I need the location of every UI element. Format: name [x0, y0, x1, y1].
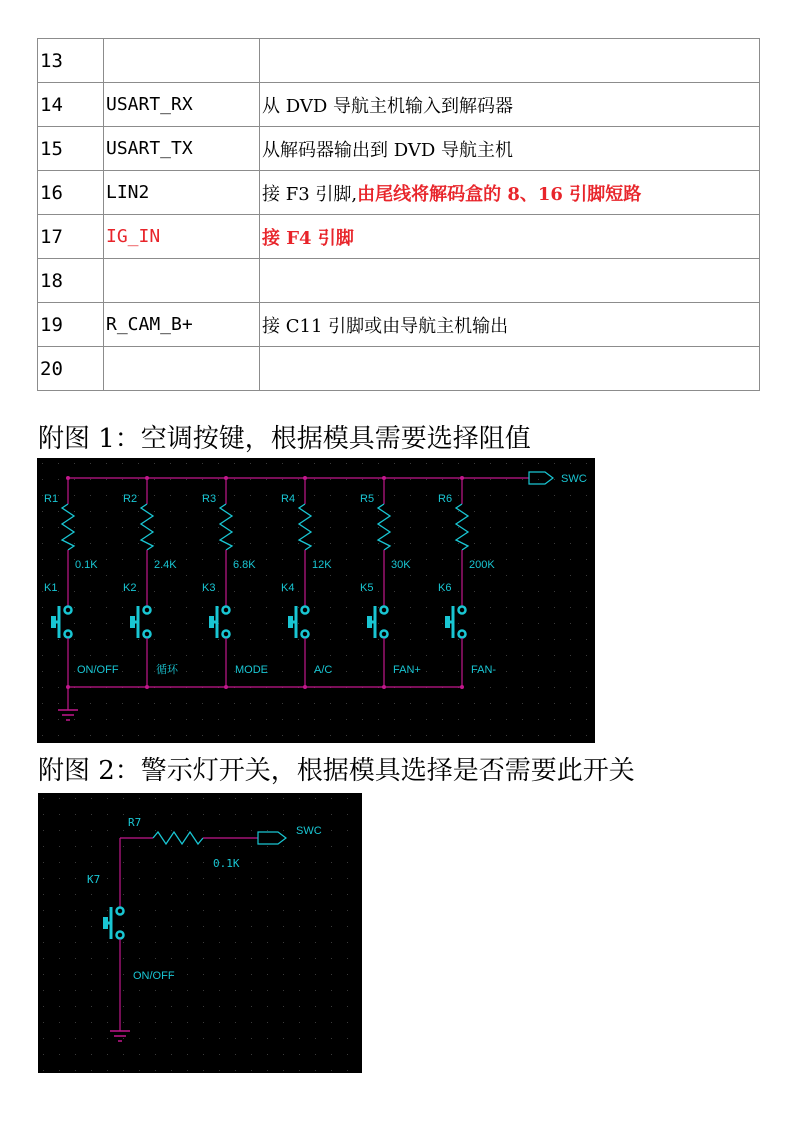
- signal-name: USART_TX: [104, 127, 260, 171]
- resistor-value: 0.1K: [75, 559, 98, 571]
- resistor-value: 200K: [469, 559, 495, 571]
- resistor-value: 12K: [312, 559, 332, 571]
- resistor-label: R1: [44, 493, 59, 505]
- switch-label: K3: [202, 582, 216, 594]
- switch-actuator: [51, 616, 56, 628]
- pin-number: 15: [38, 127, 104, 171]
- switch-contact: [223, 631, 230, 638]
- table-row: [38, 83, 760, 127]
- table-row: [38, 171, 760, 215]
- pin-description: 从 DVD 导航主机输入到解码器: [260, 83, 760, 127]
- switch-function-label: FAN+: [393, 664, 421, 676]
- resistor-label: R3: [202, 493, 217, 505]
- signal-name: LIN2: [104, 171, 260, 215]
- pin-description: [260, 259, 760, 303]
- switch-label: K7: [87, 873, 101, 886]
- figure1-schematic: [37, 458, 595, 743]
- resistor-value: 0.1K: [213, 857, 240, 870]
- switch-contact: [381, 631, 388, 638]
- switch-contact: [144, 607, 151, 614]
- switch-actuator: [209, 616, 214, 628]
- switch-actuator: [445, 616, 450, 628]
- pin-description: 从解码器输出到 DVD 导航主机: [260, 127, 760, 171]
- switch-contact: [117, 908, 124, 915]
- switch-contact: [302, 631, 309, 638]
- pin-number: 16: [38, 171, 104, 215]
- pin-description: 接 F4 引脚: [260, 215, 760, 259]
- switch-contact: [144, 631, 151, 638]
- switch-contact: [459, 631, 466, 638]
- pin-table: [37, 38, 760, 391]
- resistor-label: R7: [128, 816, 142, 829]
- resistor-icon: [220, 504, 232, 550]
- switch-function-label: MODE: [235, 664, 268, 676]
- table-row: [38, 259, 760, 303]
- signal-name: [104, 39, 260, 83]
- switch-function-label: A/C: [314, 664, 333, 676]
- resistor-label: R6: [438, 493, 453, 505]
- resistor-icon: [153, 832, 203, 844]
- switch-contact: [223, 607, 230, 614]
- switch-contact: [302, 607, 309, 614]
- switch-function-label: FAN-: [471, 664, 497, 676]
- table-row: [38, 303, 760, 347]
- swc-label: SWC: [296, 825, 322, 837]
- signal-name: R_CAM_B+: [104, 303, 260, 347]
- switch-contact: [65, 631, 72, 638]
- resistor-icon: [141, 504, 153, 550]
- resistor-value: 30K: [391, 559, 411, 571]
- desc-part-highlight: 由尾线将解码盒的 8、16 引脚短路: [357, 183, 642, 205]
- pin-number: 20: [38, 347, 104, 391]
- pin-number: 19: [38, 303, 104, 347]
- switch-contact: [459, 607, 466, 614]
- switch-function-label: ON/OFF: [77, 664, 119, 676]
- switch-actuator: [103, 917, 108, 929]
- resistor-icon: [456, 504, 468, 550]
- swc-connector-icon: [529, 472, 553, 484]
- swc-connector-icon: [258, 832, 286, 844]
- switch-actuator: [367, 616, 372, 628]
- swc-label: SWC: [561, 473, 587, 485]
- figure2-caption: 附图 2：警示灯开关，根据模具选择是否需要此开关: [38, 756, 635, 786]
- desc-part-normal: 接 F3 引脚,: [262, 183, 358, 205]
- switch-actuator: [130, 616, 135, 628]
- switch-label: K4: [281, 582, 295, 594]
- pin-description: [260, 171, 760, 215]
- switch-label: K1: [44, 582, 58, 594]
- table-row: [38, 39, 760, 83]
- signal-name: [104, 259, 260, 303]
- resistor-value: 6.8K: [233, 559, 256, 571]
- resistor-icon: [378, 504, 390, 550]
- grid-dots: [43, 798, 348, 1071]
- table-row: [38, 215, 760, 259]
- switch-function-label: ON/OFF: [133, 970, 175, 982]
- resistor-value: 2.4K: [154, 559, 177, 571]
- table-row: [38, 127, 760, 171]
- pin-description: 接 C11 引脚或由导航主机输出: [260, 303, 760, 347]
- pin-description: [260, 39, 760, 83]
- signal-name: IG_IN: [104, 215, 260, 259]
- table-row: [38, 347, 760, 391]
- figure2-schematic: [38, 793, 362, 1073]
- signal-name: [104, 347, 260, 391]
- resistor-label: R2: [123, 493, 138, 505]
- resistor-label: R5: [360, 493, 375, 505]
- switch-label: K5: [360, 582, 374, 594]
- switch-actuator: [288, 616, 293, 628]
- pin-number: 14: [38, 83, 104, 127]
- pin-number: 18: [38, 259, 104, 303]
- resistor-icon: [62, 504, 74, 550]
- resistor-icon: [299, 504, 311, 550]
- switch-contact: [381, 607, 388, 614]
- switch-label: K6: [438, 582, 452, 594]
- pin-number: 13: [38, 39, 104, 83]
- switch-function-label: 循环: [156, 664, 178, 676]
- switch-label: K2: [123, 582, 137, 594]
- resistor-label: R4: [281, 493, 296, 505]
- signal-name: USART_RX: [104, 83, 260, 127]
- figure1-svg: [37, 458, 595, 743]
- figure2-svg: [38, 793, 362, 1073]
- switch-contact: [117, 932, 124, 939]
- pin-description: [260, 347, 760, 391]
- pin-number: 17: [38, 215, 104, 259]
- switch-contact: [65, 607, 72, 614]
- figure1-caption: 附图 1：空调按键，根据模具需要选择阻值: [38, 424, 531, 454]
